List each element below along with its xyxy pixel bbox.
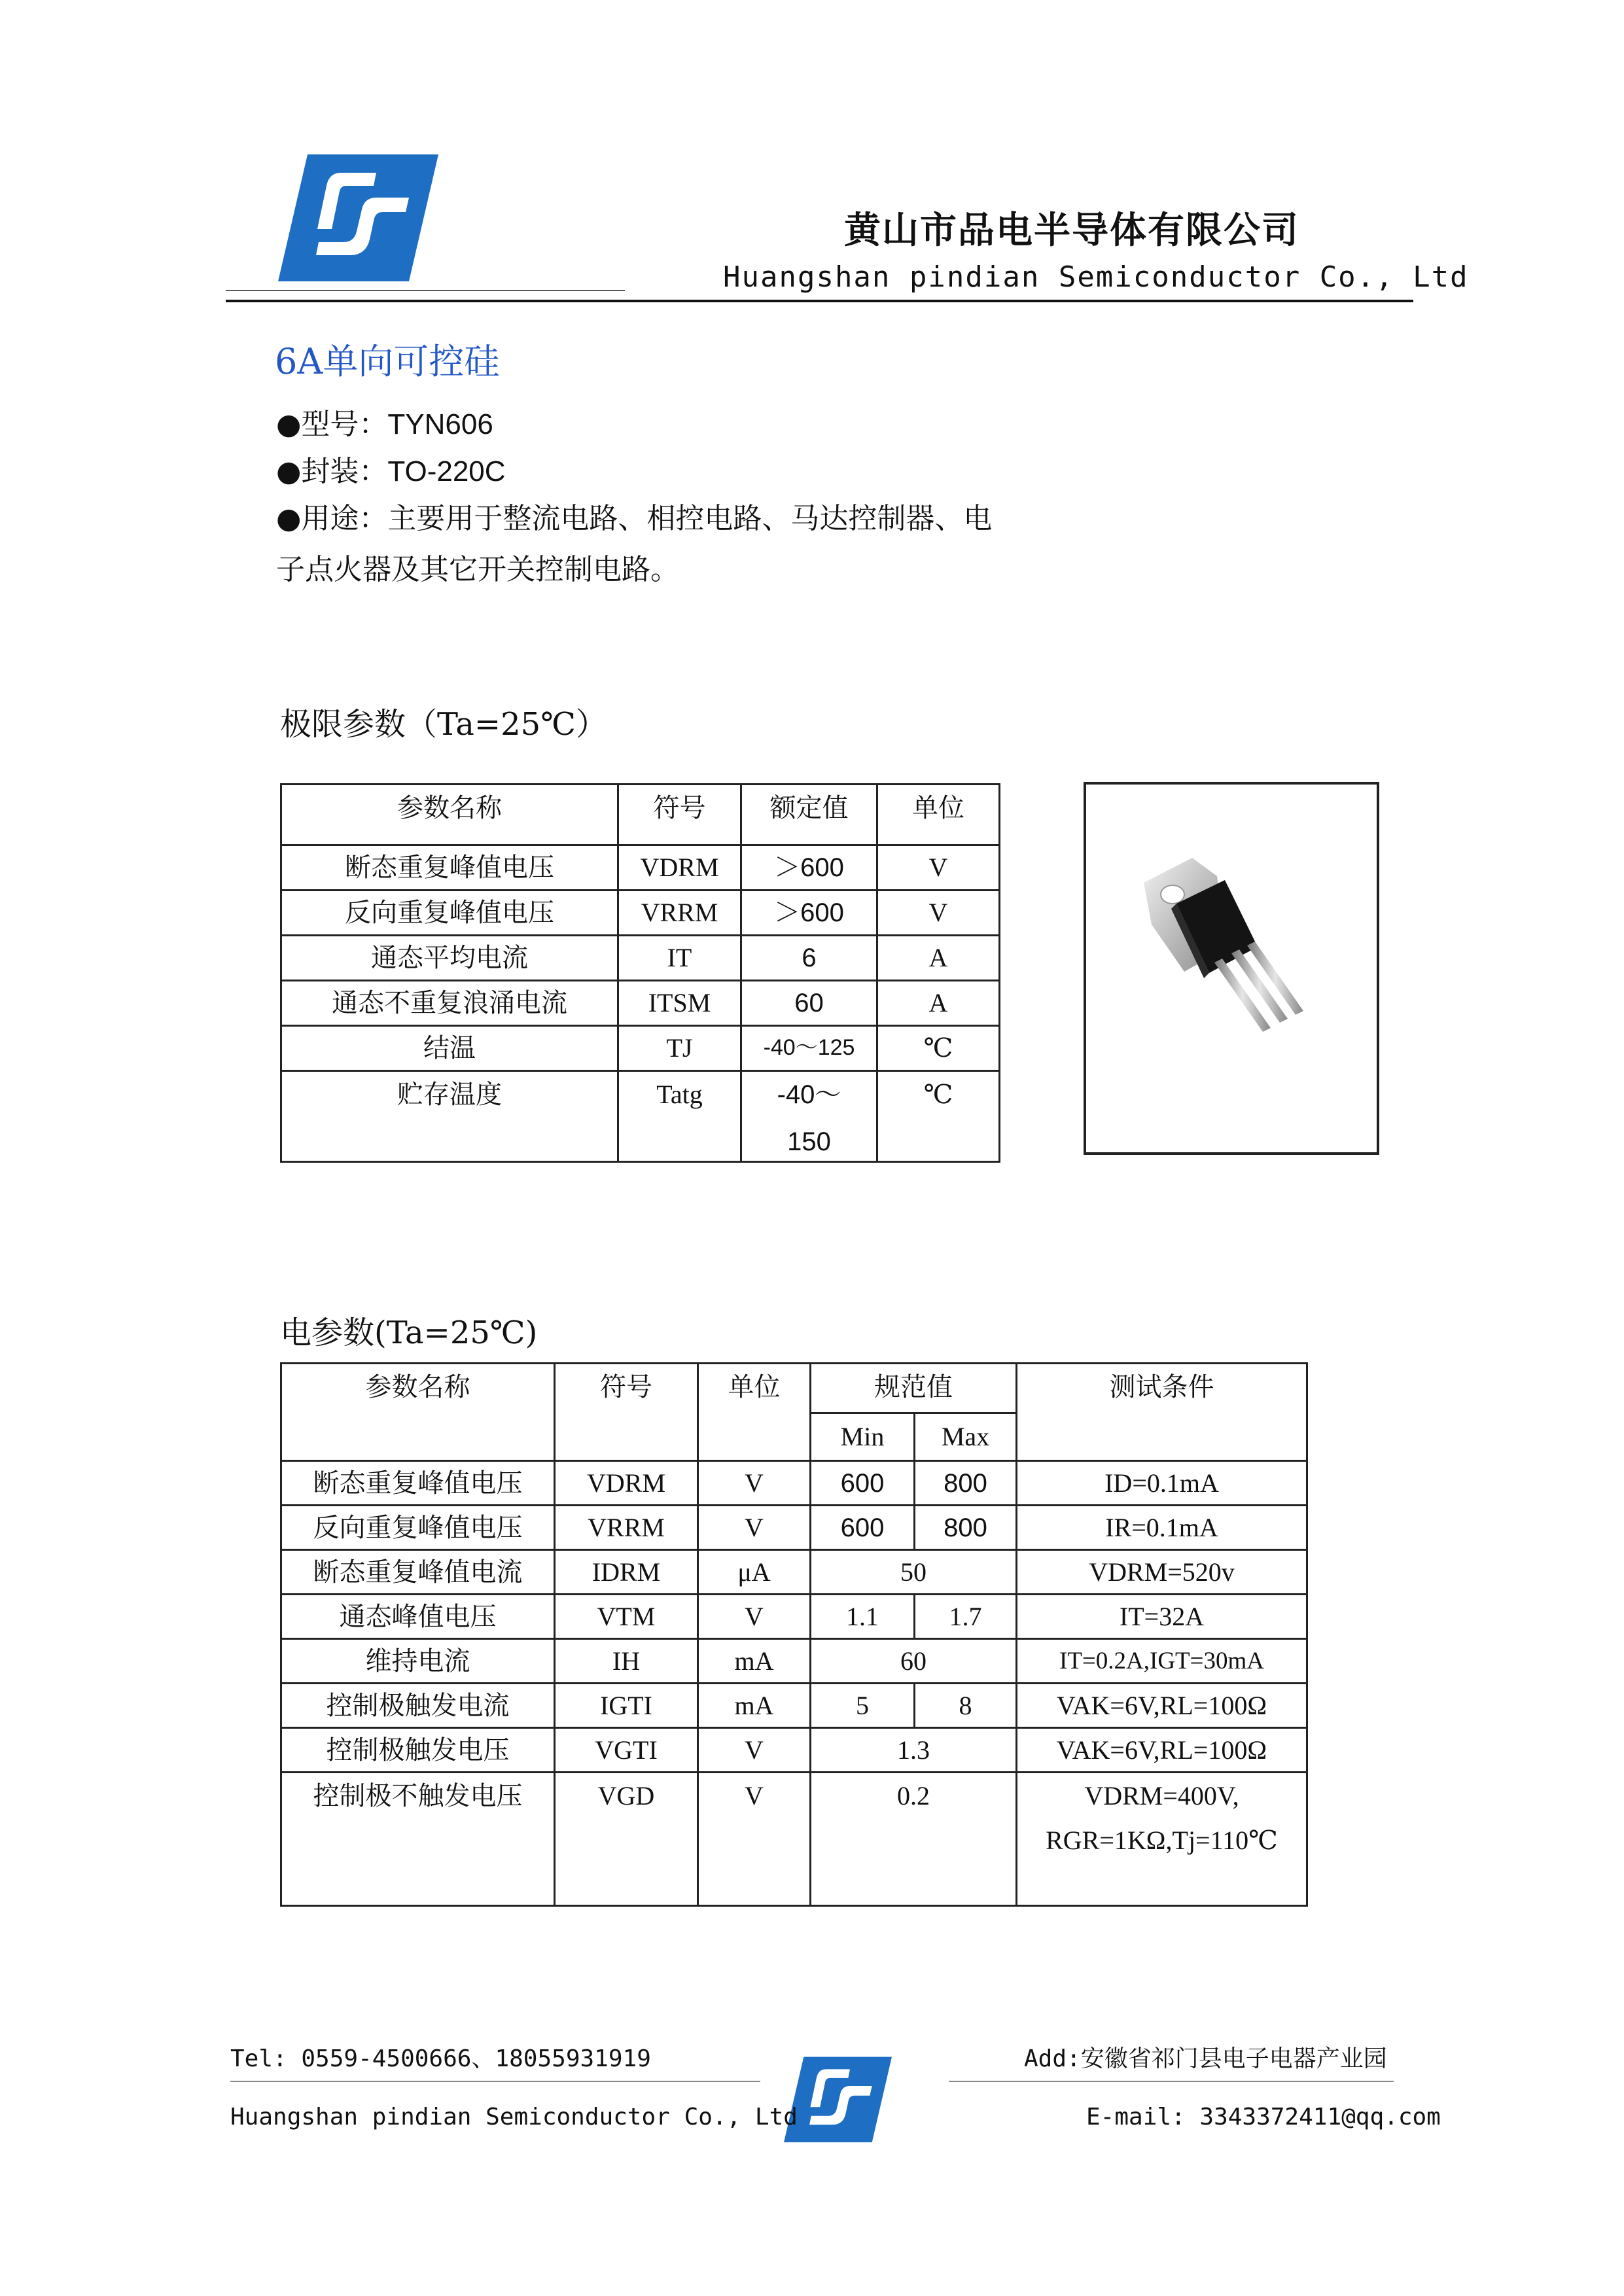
electrical-header-row [281,1364,1307,1413]
company-name-en: Huangshan pindian Semiconductor Co., Ltd [723,260,1469,294]
cell-unit: ℃ [877,1026,1000,1071]
footer-address: Add:安徽省祁门县电子电器产业园 [1024,2045,1387,2072]
cell-unit: V [877,845,1000,891]
cell-symbol: VDRM [555,1461,698,1506]
elec-header-max: Max [915,1413,1017,1461]
cell-unit: mA [698,1639,811,1684]
cell-unit: V [698,1773,811,1906]
cell-name: 通态不重复浪涌电流 [281,981,618,1026]
cell-name: 结温 [281,1026,618,1071]
cell-unit: V [698,1506,811,1550]
cell-name: 断态重复峰值电压 [281,1461,555,1506]
usage-line-1: ●用途：主要用于整流电路、相控电路、马达控制器、电 [276,502,993,535]
cell-unit: V [698,1595,811,1639]
header-divider [226,300,1413,302]
cell-condition: IT=32A [1017,1595,1307,1639]
cell-symbol: VGTI [555,1728,698,1773]
package-value: TO-220C [387,455,506,487]
table-row [281,1026,1000,1071]
cell-max: 1.7 [915,1595,1017,1639]
table-row [281,1639,1307,1684]
footer-divider-right [949,2081,1394,2082]
elec-header-name: 参数名称 [281,1364,555,1461]
cell-name: 通态平均电流 [281,936,618,981]
cell-symbol: ITSM [618,981,741,1026]
cell-condition: IT=0.2A,IGT=30mA [1017,1639,1307,1684]
cell-max: 800 [915,1506,1017,1550]
limits-header-symbol: 符号 [618,785,741,845]
table-row [281,1773,1307,1906]
model-label: ●型号： [276,408,388,441]
cell-symbol: IDRM [555,1550,698,1595]
electrical-table [280,1362,1308,1907]
cell-max: 8 [915,1684,1017,1728]
table-row [281,845,1000,891]
elec-header-symbol: 符号 [555,1364,698,1461]
cell-name: 控制极不触发电压 [281,1773,555,1906]
cell-min: 600 [811,1506,915,1550]
cell-rating: 60 [741,981,877,1026]
cell-min: 600 [811,1461,915,1506]
cell-name: 断态重复峰值电压 [281,845,618,891]
footer-company-en: Huangshan pindian Semiconductor Co., Ltd [230,2104,798,2130]
cell-value: 50 [811,1550,1017,1595]
product-title: 6A单向可控硅 [275,341,500,382]
table-row [281,1461,1307,1506]
cell-unit: V [698,1461,811,1506]
cell-symbol: IGTI [555,1684,698,1728]
cell-min: 1.1 [811,1595,915,1639]
cell-name: 反向重复峰值电压 [281,891,618,936]
footer-email: E-mail: 3343372411@qq.com [1086,2104,1441,2130]
table-row [281,891,1000,936]
cell-condition: VAK=6V,RL=100Ω [1017,1684,1307,1728]
table-row [281,1728,1307,1773]
cell-condition [1017,1773,1307,1906]
elec-header-condition: 测试条件 [1017,1364,1307,1461]
cell-name: 反向重复峰值电压 [281,1506,555,1550]
table-row [281,936,1000,981]
cell-unit: μA [698,1550,811,1595]
package-photo [1084,782,1379,1155]
cell-unit: A [877,981,1000,1026]
model-value: TYN606 [387,408,493,440]
cell-name: 贮存温度 [281,1071,618,1162]
table-row [281,1071,1000,1162]
table-row [281,981,1000,1026]
cell-condition: VAK=6V,RL=100Ω [1017,1728,1307,1773]
cell-rating: -40～125 [741,1026,877,1071]
cell-value: 0.2 [811,1773,1017,1906]
package-line [276,448,506,489]
cell-unit: V [877,891,1000,936]
model-line [276,400,493,442]
footer-tel: Tel: 0559-4500666、18055931919 [230,2045,651,2072]
cell-max: 800 [915,1461,1017,1506]
cell-name: 控制极触发电流 [281,1684,555,1728]
cell-symbol: VGD [555,1773,698,1906]
limits-header-unit: 单位 [877,785,1000,845]
cell-unit: A [877,936,1000,981]
limits-table [280,783,1000,1163]
cell-name: 维持电流 [281,1639,555,1684]
limits-header-rating: 额定值 [741,785,877,845]
cell-min: 5 [811,1684,915,1728]
cell-value: 60 [811,1639,1017,1684]
cell-unit: ℃ [877,1071,1000,1162]
cell-symbol: TJ [618,1026,741,1071]
usage-line-2: 子点火器及其它开关控制电路。 [276,553,679,586]
footer-logo [784,2055,892,2143]
table-row [281,1595,1307,1639]
company-logo [278,152,438,281]
table-row [281,1684,1307,1728]
cell-name: 控制极触发电压 [281,1728,555,1773]
cell-unit: V [698,1728,811,1773]
cell-condition: IR=0.1mA [1017,1506,1307,1550]
cell-unit: mA [698,1684,811,1728]
cell-rating-line1: -40～ [777,1080,841,1109]
elec-header-spec: 规范值 [811,1364,1017,1413]
electrical-title: 电参数(Ta=25℃) [280,1315,538,1351]
cell-rating [741,1071,877,1162]
cell-symbol: Tatg [618,1071,741,1162]
cell-symbol: VRRM [555,1506,698,1550]
limits-title: 极限参数（Ta=25℃） [280,706,607,743]
cell-condition: ID=0.1mA [1017,1461,1307,1506]
table-row [281,1506,1307,1550]
footer-divider-left [230,2081,760,2082]
cell-rating-line2: 150 [787,1127,831,1156]
company-name-cn: 黄山市品电半导体有限公司 [844,209,1299,252]
cell-value: 1.3 [811,1728,1017,1773]
cell-symbol: VRRM [618,891,741,936]
cell-symbol: VTM [555,1595,698,1639]
cell-rating: ＞600 [741,845,877,891]
cell-condition-line2: RGR=1KΩ,Tj=110℃ [1046,1826,1278,1855]
cell-name: 通态峰值电压 [281,1595,555,1639]
cell-condition-line1: VDRM=400V, [1084,1781,1239,1810]
cell-symbol: IT [618,936,741,981]
cell-condition: VDRM=520v [1017,1550,1307,1595]
limits-header-row [281,785,1000,845]
cell-symbol: IH [555,1639,698,1684]
header-divider-thin [226,290,625,291]
package-label: ●封装： [276,455,388,488]
elec-header-unit: 单位 [698,1364,811,1461]
cell-name: 断态重复峰值电流 [281,1550,555,1595]
cell-rating: 6 [741,936,877,981]
elec-header-min: Min [811,1413,915,1461]
limits-header-name: 参数名称 [281,785,618,845]
cell-rating: ＞600 [741,891,877,936]
cell-symbol: VDRM [618,845,741,891]
table-row [281,1550,1307,1595]
to220-package-image [1086,785,1377,1152]
